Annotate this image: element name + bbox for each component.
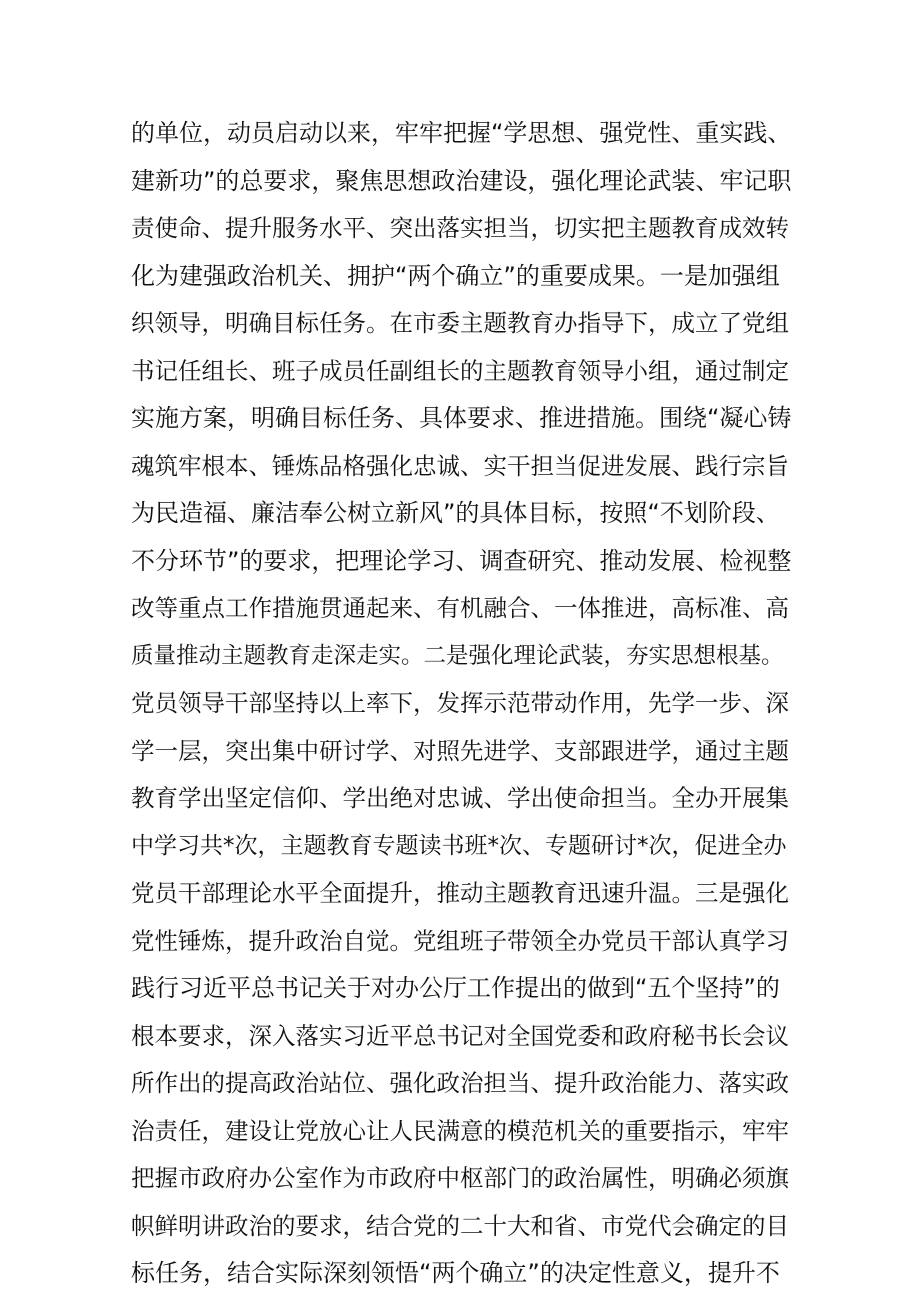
text-line-20: 根本要求，深入落实习近平总书记对全国党委和政府秘书长会议 bbox=[131, 1021, 789, 1050]
text-line-3: 责使命、提升服务水平、突出落实担当，切实把主题教育成效转 bbox=[131, 214, 789, 242]
text-line-23: 把握市政府办公室作为市政府中枢部门的政治属性，明确必须旗 bbox=[131, 1164, 789, 1192]
text-line-13: 党员领导干部坚持以上率下，发挥示范带动作用，先学一步、深 bbox=[131, 689, 789, 717]
body-text bbox=[131, 110, 791, 1298]
text-line-24: 帜鲜明讲政治的要求，结合党的二十大和省、市党代会确定的目 bbox=[131, 1211, 789, 1240]
text-line-9: 为民造福、廉洁奉公树立新风”的具体目标，按照“不划阶段、 bbox=[131, 499, 780, 527]
text-line-19: 践行习近平总书记关于对办公厅工作提出的做到“五个坚持”的 bbox=[131, 974, 780, 1002]
text-line-11: 改等重点工作措施贯通起来、有机融合、一体推进，高标准、高 bbox=[131, 594, 789, 622]
text-line-25: 标任务，结合实际深刻领悟“两个确立”的决定性意义，提升不 bbox=[131, 1259, 780, 1287]
text-line-5: 织领导，明确目标任务。在市委主题教育办指导下，成立了党组 bbox=[131, 309, 789, 337]
text-line-8: 魂筑牢根本、锤炼品格强化忠诚、实干担当促进发展、践行宗旨 bbox=[131, 451, 789, 480]
text-line-15: 教育学出坚定信仰、学出绝对忠诚、学出使命担当。全办开展集 bbox=[131, 784, 789, 812]
text-line-14: 学一层，突出集中研讨学、对照先进学、支部跟进学，通过主题 bbox=[131, 736, 789, 765]
text-line-10: 不分环节”的要求，把理论学习、调查研究、推动发展、检视整 bbox=[131, 546, 792, 575]
text-line-22: 治责任，建设让党放心让人民满意的模范机关的重要指示，牢牢 bbox=[131, 1116, 789, 1145]
text-line-6: 书记任组长、班子成员任副组长的主题教育领导小组，通过制定 bbox=[131, 356, 789, 385]
text-line-21: 所作出的提高政治站位、强化政治担当、提升政治能力、落实政 bbox=[131, 1069, 789, 1097]
text-line-4: 化为建强政治机关、拥护“两个确立”的重要成果。一是加强组 bbox=[131, 261, 780, 290]
text-line-18: 党性锤炼，提升政治自觉。党组班子带领全办党员干部认真学习 bbox=[131, 926, 789, 955]
text-line-12: 质量推动主题教育走深走实。二是强化理论武装，夯实思想根基。 bbox=[131, 642, 784, 669]
text-line-1: 的单位，动员启动以来，牢牢把握“学思想、强党性、重实践、 bbox=[131, 119, 792, 147]
text-line-16: 中学习共*次，主题教育专题读书班*次、专题研讨*次，促进全办 bbox=[131, 832, 787, 859]
text-line-2: 建新功”的总要求，聚焦思想政治建设，强化理论武装、牢记职 bbox=[131, 166, 792, 195]
text-line-17: 党员干部理论水平全面提升，推动主题教育迅速升温。三是强化 bbox=[131, 879, 789, 907]
text-line-7: 实施方案，明确目标任务、具体要求、推进措施。围绕“凝心铸 bbox=[131, 404, 792, 432]
